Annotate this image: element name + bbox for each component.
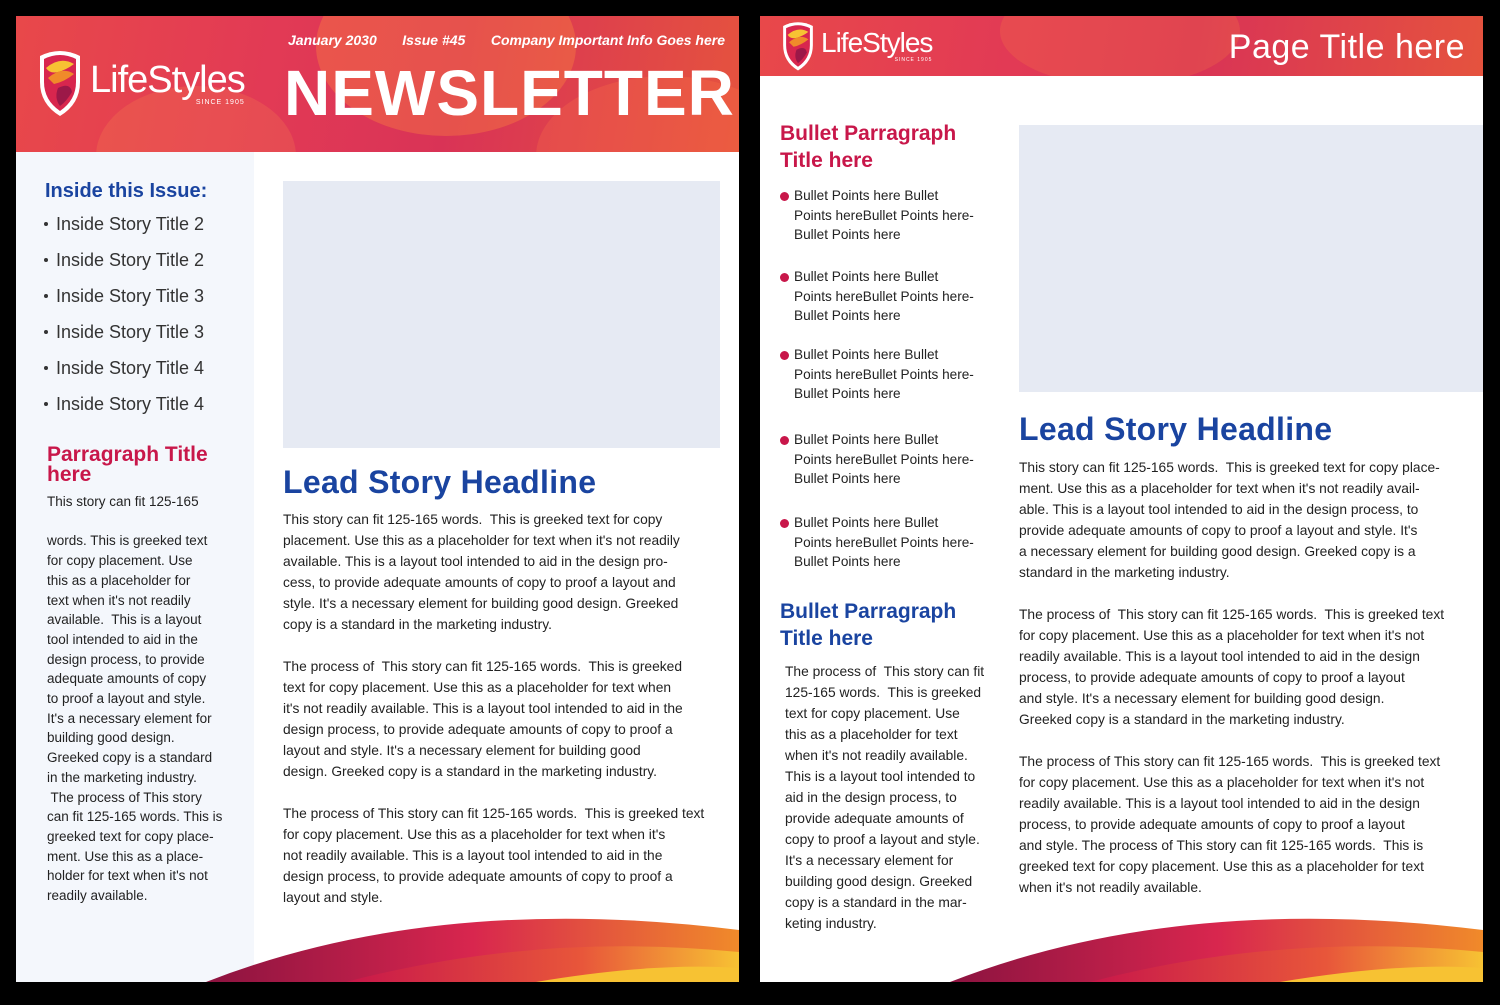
bullet-paragraph-title-line: Title here xyxy=(780,627,873,650)
bullet-dot-icon xyxy=(44,330,48,334)
body-line: readily available. This is a layout tool intended to aid in the design xyxy=(1019,796,1420,811)
masthead-title: NEWSLETTER xyxy=(284,57,735,129)
newsletter-page-2 xyxy=(760,16,1483,982)
body-line: able. This is a layout tool intended to aid in the design process, to xyxy=(1019,502,1419,517)
lead-story-headline: Lead Story Headline xyxy=(283,464,597,500)
left-body-line: when it's not readily available. xyxy=(785,748,968,763)
sidebar-body-line: It's a necessary element for xyxy=(47,710,212,726)
body-line: it's not readily available. This is a layout tool intended to aid in the xyxy=(283,701,683,716)
body-paragraph xyxy=(283,656,733,782)
inside-issue-title: Inside this Issue: xyxy=(45,180,208,202)
bullet-item-line: Points hereBullet Points here- xyxy=(794,288,974,304)
sidebar-body-line: This story can fit 125-165 xyxy=(47,494,199,509)
bullet-dot-icon xyxy=(44,402,48,406)
bullet-dot-icon xyxy=(44,222,48,226)
bullet-item-line: Bullet Points here xyxy=(794,227,901,243)
body-line: copy is a standard in the marketing industry. xyxy=(283,617,552,632)
toc-item xyxy=(44,350,204,386)
left-body-line: copy is a standard in the mar- xyxy=(785,895,967,910)
page-title: Page Title here xyxy=(1228,28,1465,66)
sidebar-paragraph-body xyxy=(47,492,237,906)
toc-item xyxy=(44,314,204,350)
bullet-dot-icon xyxy=(780,436,789,445)
body-line: process, to provide adequate amounts of copy to proof a layout xyxy=(1019,670,1405,685)
bullet-item-line: Points hereBullet Points here- xyxy=(794,366,974,382)
left-column-body xyxy=(785,661,1010,934)
sidebar-body-line: can fit 125-165 words. This is xyxy=(47,809,223,825)
bullet-dot-icon xyxy=(44,294,48,298)
bullet-item xyxy=(780,267,1014,326)
sidebar-body-line: text when it's not readily xyxy=(47,592,191,608)
issue-date: January 2030 xyxy=(288,32,377,48)
sidebar-body-line: this as a placeholder for xyxy=(47,572,191,588)
header-banner xyxy=(16,16,739,152)
body-line: available. This is a layout tool intended to aid in the design pro- xyxy=(283,554,668,569)
bullet-paragraph-title xyxy=(780,120,956,174)
body-line: design. Greeked copy is a standard in the marketing industry. xyxy=(283,764,657,779)
body-paragraph xyxy=(283,803,733,908)
body-paragraph xyxy=(1019,457,1479,583)
sidebar-body-line: for copy placement. Use xyxy=(47,553,193,569)
lead-story-body xyxy=(1019,457,1479,919)
body-line: a necessary element for building good design. Greeked copy is a xyxy=(1019,544,1416,559)
left-body-line: aid in the design process, to xyxy=(785,790,957,805)
bullet-item-line: Bullet Points here Bullet xyxy=(794,188,939,203)
bullet-item-line: Bullet Points here Bullet xyxy=(794,515,939,530)
toc-item xyxy=(44,278,204,314)
company-info: Company Important Info Goes here xyxy=(490,32,725,48)
bullet-item-line: Bullet Points here xyxy=(794,308,901,324)
sidebar-body-line: The process of This story xyxy=(47,789,202,805)
brand-since: SINCE 1905 xyxy=(195,98,245,106)
lead-image-placeholder xyxy=(283,181,720,448)
bullet-item-line: Points hereBullet Points here- xyxy=(794,534,974,550)
bullet-item xyxy=(780,513,1014,572)
bullet-item-line: Bullet Points here xyxy=(794,386,901,402)
lead-image-placeholder xyxy=(1019,125,1483,392)
body-line: for copy placement. Use this as a placeholder for text when it's not xyxy=(1019,628,1425,643)
footer-wave-graphic xyxy=(760,902,1483,982)
body-line: The process of This story can fit 125-165 words. This is greeked text xyxy=(1019,607,1445,622)
toc-item-label: Inside Story Title 3 xyxy=(56,322,205,342)
bullet-paragraph-title-line: Title here xyxy=(780,149,873,172)
bullet-item xyxy=(780,345,1014,404)
toc-item xyxy=(44,386,204,422)
lead-story-headline: Lead Story Headline xyxy=(1019,411,1333,447)
sidebar-body-line: tool intended to aid in the xyxy=(47,631,198,647)
body-line: cess, to provide adequate amounts of copy to proof a layout and xyxy=(283,575,676,590)
left-body-line: this as a placeholder for text xyxy=(785,727,958,742)
bullet-dot-icon xyxy=(44,366,48,370)
sidebar-body-line: ment. Use this as a place- xyxy=(47,848,204,864)
bullet-item-line: Bullet Points here Bullet xyxy=(794,269,939,284)
body-line: placement. Use this as a placeholder for text when it's not readily xyxy=(283,533,680,548)
sidebar xyxy=(16,152,254,982)
body-line: greeked text for copy placement. Use this as a placeholder for text xyxy=(1019,859,1424,874)
body-line: This story can fit 125-165 words. This is greeked text for copy place- xyxy=(1019,460,1440,475)
brand-logo xyxy=(36,48,245,118)
left-body-line: This is a layout tool intended to xyxy=(785,769,976,784)
brand-logo xyxy=(780,20,932,72)
left-body-line: It's a necessary element for xyxy=(785,853,954,868)
body-line: The process of This story can fit 125-165 words. This is greeked xyxy=(283,659,683,674)
bullet-dot-icon xyxy=(780,519,789,528)
sidebar-body-line: in the marketing industry. xyxy=(47,769,197,785)
toc-item-label: Inside Story Title 3 xyxy=(56,286,205,306)
sidebar-body-line: words. This is greeked text xyxy=(47,533,208,549)
footer-wave-graphic xyxy=(16,902,739,982)
body-paragraph xyxy=(1019,604,1479,730)
body-line: text for copy placement. Use this as a placeholder for text when xyxy=(283,680,672,695)
toc-item-label: Inside Story Title 2 xyxy=(56,214,205,234)
body-line: standard in the marketing industry. xyxy=(1019,565,1230,580)
bullet-paragraph-title-line: Bullet Parragraph xyxy=(780,600,957,623)
toc-item xyxy=(44,206,204,242)
body-line: process, to provide adequate amounts of copy to proof a layout xyxy=(1019,817,1405,832)
bullet-dot-icon xyxy=(780,273,789,282)
bullet-dot-icon xyxy=(44,258,48,262)
bullet-item-line: Bullet Points here xyxy=(794,471,901,487)
bullet-paragraph-title-2 xyxy=(780,598,956,652)
body-line: style. It's a necessary element for building good design. Greeked xyxy=(283,596,679,611)
body-line: ment. Use this as a placeholder for text when it's not readily avail- xyxy=(1019,481,1420,496)
body-line: for copy placement. Use this as a placeholder for text when it's xyxy=(283,827,666,842)
left-body-line: building good design. Greeked xyxy=(785,874,973,889)
header-banner xyxy=(760,16,1483,76)
body-line: layout and style. xyxy=(283,890,383,905)
newsletter-page-1 xyxy=(16,16,739,982)
lead-story-body xyxy=(283,509,733,929)
bullet-dot-icon xyxy=(780,192,789,201)
sidebar-body-line xyxy=(47,512,237,532)
bullet-item xyxy=(780,430,1014,489)
bullet-item-line: Bullet Points here Bullet xyxy=(794,347,939,362)
toc-item-label: Inside Story Title 4 xyxy=(56,394,205,414)
brand-name: LifeStyles xyxy=(90,58,245,101)
body-line: design process, to provide adequate amounts of copy to proof a xyxy=(283,722,673,737)
bullet-item xyxy=(780,186,1014,245)
body-line: and style. It's a necessary element for building good design. xyxy=(1019,691,1385,706)
bullet-item-line: Points hereBullet Points here- xyxy=(794,451,974,467)
bullet-item-line: Points hereBullet Points here- xyxy=(794,207,974,223)
brand-since: SINCE 1905 xyxy=(894,57,933,63)
toc-item xyxy=(44,242,204,278)
body-paragraph xyxy=(283,509,733,635)
sidebar-body-line: Greeked copy is a standard xyxy=(47,750,213,766)
sidebar-body-line: readily available. xyxy=(47,888,148,904)
body-line: when it's not readily available. xyxy=(1019,880,1202,895)
bullet-paragraph-title-line: Bullet Parragraph xyxy=(780,122,957,145)
sidebar-body-line: adequate amounts of copy xyxy=(47,671,207,687)
shield-icon xyxy=(36,48,84,118)
body-line: for copy placement. Use this as a placeholder for text when it's not xyxy=(1019,775,1425,790)
bullet-item-line: Bullet Points here xyxy=(794,554,901,570)
sidebar-body-line: design process, to provide xyxy=(47,651,205,667)
toc-item-label: Inside Story Title 4 xyxy=(56,358,205,378)
issue-meta-row xyxy=(288,32,725,48)
body-line: layout and style. It's a necessary element for building good xyxy=(283,743,641,758)
sidebar-body-line: to proof a layout and style. xyxy=(47,691,206,707)
body-line: provide adequate amounts of copy to proof a layout and style. It's xyxy=(1019,523,1418,538)
body-line: This story can fit 125-165 words. This is greeked text for copy xyxy=(283,512,663,527)
left-body-line: keting industry. xyxy=(785,916,877,931)
body-line: readily available. This is a layout tool intended to aid in the design xyxy=(1019,649,1420,664)
left-body-line: The process of This story can fit xyxy=(785,664,985,679)
bullet-dot-icon xyxy=(780,351,789,360)
toc-item-label: Inside Story Title 2 xyxy=(56,250,205,270)
sidebar-body-line: greeked text for copy place- xyxy=(47,828,214,844)
body-line: design process, to provide adequate amounts of copy to proof a xyxy=(283,869,673,884)
sidebar-body-line: available. This is a layout xyxy=(47,612,202,628)
brand-name: LifeStyles xyxy=(821,27,933,58)
body-line: The process of This story can fit 125-165 words. This is greeked text xyxy=(283,806,705,821)
table-of-contents xyxy=(44,206,204,422)
left-body-line: provide adequate amounts of xyxy=(785,811,964,826)
left-body-line: text for copy placement. Use xyxy=(785,706,960,721)
sidebar-body-line: building good design. xyxy=(47,730,175,746)
body-line: The process of This story can fit 125-165 words. This is greeked text xyxy=(1019,754,1441,769)
shield-icon xyxy=(780,20,816,72)
body-line: Greeked copy is a standard in the marketing industry. xyxy=(1019,712,1345,727)
left-body-line: copy to proof a layout and style. xyxy=(785,832,980,847)
left-body-line: 125-165 words. This is greeked xyxy=(785,685,982,700)
sidebar-paragraph-title: Parragraph Title here xyxy=(47,443,208,486)
body-paragraph xyxy=(1019,751,1479,898)
bullet-item-line: Bullet Points here Bullet xyxy=(794,432,939,447)
sidebar-body-line: holder for text when it's not xyxy=(47,868,208,884)
issue-number: Issue #45 xyxy=(402,32,466,48)
body-line: not readily available. This is a layout tool intended to aid in the xyxy=(283,848,663,863)
body-line: and style. The process of This story can fit 125-165 words. This is xyxy=(1019,838,1424,853)
